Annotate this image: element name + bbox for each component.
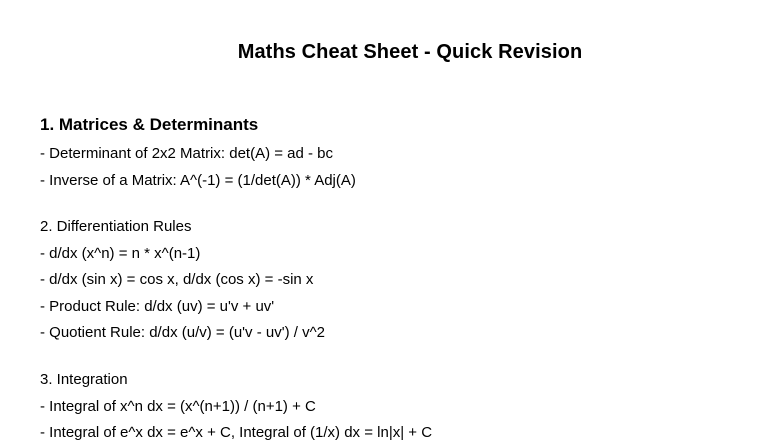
section-heading-matrices: 1. Matrices & Determinants — [40, 115, 259, 134]
section-heading-differentiation: 2. Differentiation Rules — [40, 218, 192, 235]
list-item: - Quotient Rule: d/dx (u/v) = (u'v - uv') / v^2 — [40, 324, 325, 341]
list-item: - Integral of e^x dx = e^x + C, Integral of (1/x) dx = ln|x| + C — [40, 424, 433, 441]
list-item: - Determinant of 2x2 Matrix: det(A) = ad - bc — [40, 145, 334, 162]
page-title: Maths Cheat Sheet - Quick Revision — [237, 41, 583, 63]
list-item: - d/dx (x^n) = n * x^(n-1) — [40, 245, 201, 262]
list-item: - Integral of x^n dx = (x^(n+1)) / (n+1) + C — [40, 398, 316, 415]
list-item: - d/dx (sin x) = cos x, d/dx (cos x) = -sin x — [40, 271, 314, 288]
list-item: - Product Rule: d/dx (uv) = u'v + uv' — [40, 298, 275, 315]
section-heading-integration: 3. Integration — [40, 371, 128, 388]
list-item: - Inverse of a Matrix: A^(-1) = (1/det(A)) * Adj(A) — [40, 172, 356, 189]
